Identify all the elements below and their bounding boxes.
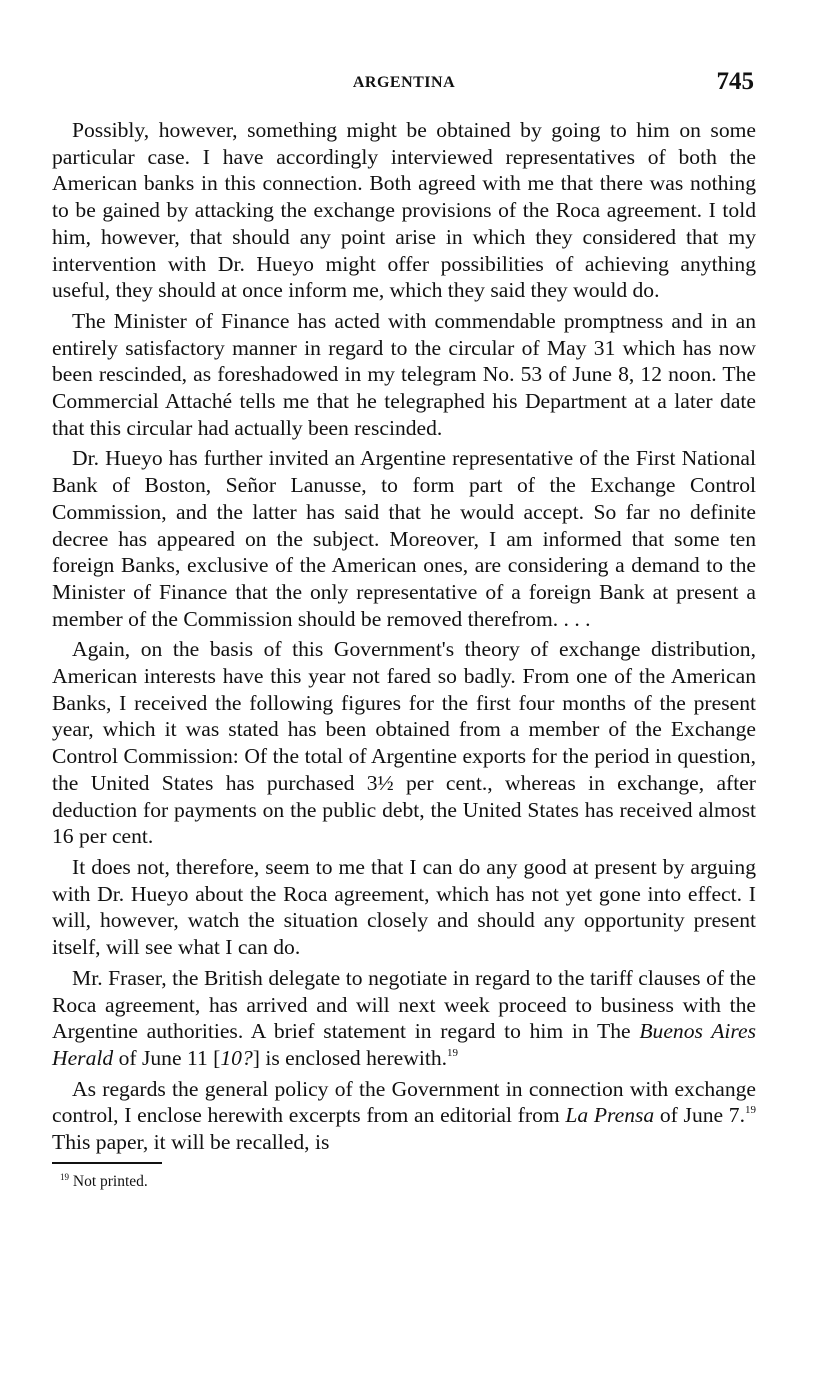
page-number: 745 bbox=[716, 68, 754, 95]
running-head: ARGENTINA bbox=[352, 74, 456, 91]
newspaper-title-herald: Buenos Aires Herald bbox=[52, 1019, 756, 1070]
paragraph-6-text-start: Mr. Fraser, the British delegate to negotiate in regard to the tariff clauses of the Roca agreement, has arrived and will next week proceed to business with the Argentine authorities. A brief statement in regard to him in The bbox=[52, 965, 756, 1044]
body-text bbox=[52, 117, 756, 1156]
paragraph-2: The Minister of Finance has acted with commendable promptness and in an entirely satisfactory manner in regard to the circular of May 31 which has now been rescinded, as foreshadowed in my telegram No. 53 of June 8, 12 noon. The Commercial Attaché tells me that he telegraphed his Department at a later date that this circular had actually been rescinded. bbox=[52, 308, 756, 440]
paragraph-6-text-end: ] is enclosed herewith. bbox=[252, 1045, 448, 1070]
paragraph-6 bbox=[52, 965, 756, 1072]
paragraph-7-text-middle: of June 7. bbox=[654, 1103, 745, 1128]
paragraph-5: It does not, therefore, seem to me that I can do any good at present by arguing with Dr. Hueyo about the Roca agreement, which has not yet gone into effect. I will, however, watch the situation closely and should any opportunity present itself, will see what I can do. bbox=[52, 854, 756, 960]
paragraph-7-text-start: As regards the general policy of the Government in connection with exchange control, I enclose herewith excerpts from an editorial from bbox=[52, 1076, 756, 1128]
page-header bbox=[52, 64, 756, 104]
paragraph-6-text-middle: of June 11 [ bbox=[113, 1045, 221, 1070]
document-page bbox=[52, 64, 756, 1192]
footnote bbox=[52, 1172, 756, 1192]
footnote-marker: 19 bbox=[60, 1171, 69, 1182]
paragraph-7-text-end: This paper, it will be recalled, is bbox=[52, 1130, 330, 1155]
bracket-reference: 10? bbox=[220, 1045, 253, 1070]
newspaper-title-prensa: La Prensa bbox=[565, 1103, 655, 1128]
paragraph-7 bbox=[52, 1076, 756, 1156]
footnote-reference: 19 bbox=[447, 1046, 459, 1059]
footnote-text: Not printed. bbox=[72, 1172, 148, 1190]
paragraph-4: Again, on the basis of this Government's theory of exchange distribution, American interests have this year not fared so badly. From one of the American Banks, I received the following figures for the first four months of the present year, which it was stated has been obtained from a member of the Exchange Control Commission: Of the total of Argentine exports for the period in question, the United States has purchased 3½ per cent., whereas in exchange, after deduction for payments on the public debt, the United States has received almost 16 per cent. bbox=[52, 637, 756, 849]
paragraph-3: Dr. Hueyo has further invited an Argentine representative of the First National Bank of Boston, Señor Lanusse, to form part of the Exchange Control Commission, and the latter has said that he would accept. So far no definite decree has appeared on the subject. Moreover, I am informed that some ten foreign Banks, exclusive of the American ones, are considering a demand to the Minister of Finance that the only representative of a foreign Bank at present a member of the Commission should be removed therefrom. . . . bbox=[52, 446, 756, 631]
paragraph-1: Possibly, however, something might be obtained by going to him on some particular case. I have accordingly interviewed representatives of both the American banks in this connection. Both agreed with me that there was nothing to be gained by attacking the exchange provisions of the Roca agreement. I told him, however, that should any point arise in which they considered that my intervention with Dr. Hueyo might offer possibilities of achieving anything useful, they should at once inform me, which they said they would do. bbox=[52, 118, 756, 303]
footnote-divider bbox=[52, 1162, 162, 1164]
footnote-reference: 19 bbox=[745, 1104, 756, 1117]
